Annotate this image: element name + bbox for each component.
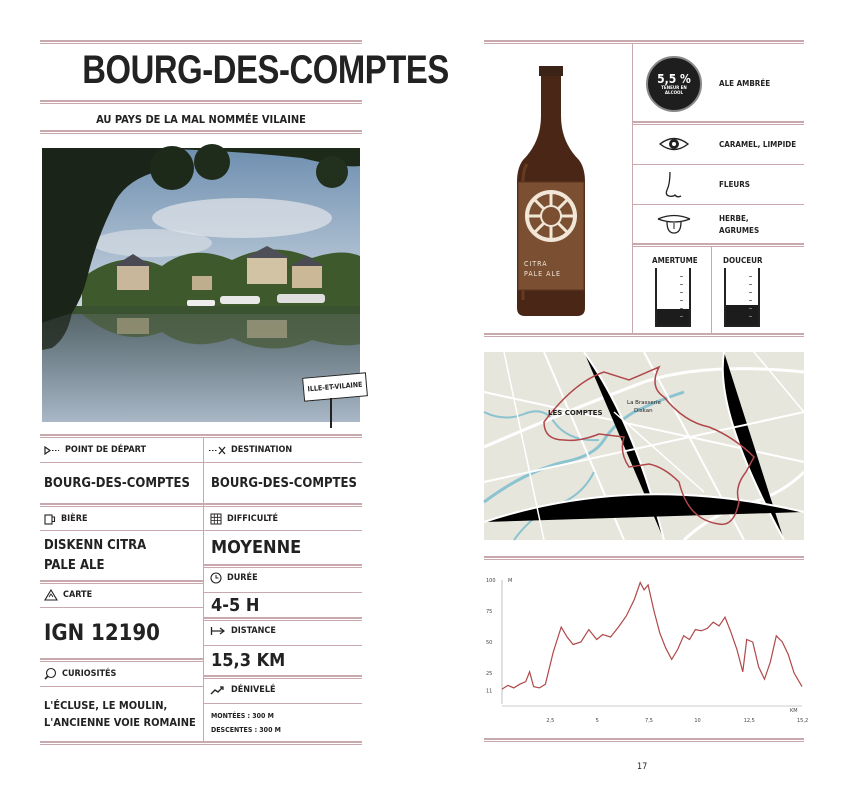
- start-point-value: BOURG-DES-COMPTES: [44, 476, 190, 491]
- map-triangle-icon: [44, 589, 58, 601]
- department-sign-text: ILLE-ET-VILAINE: [307, 380, 363, 394]
- map-label-text: CARTE: [63, 590, 93, 600]
- elevation-profile-chart: [484, 570, 809, 730]
- x-tick-label: 12,5: [743, 718, 755, 724]
- gauge-tick: [749, 308, 752, 309]
- duration-value: 4-5 H: [211, 595, 260, 616]
- gauge-tick: [680, 292, 683, 293]
- beer-glass-icon: [44, 513, 56, 525]
- gauge-tick: [680, 300, 683, 301]
- y-tick-label: 50: [486, 640, 493, 646]
- gauge-tick: [749, 284, 752, 285]
- elevation-trend-icon: [210, 685, 226, 695]
- x-tick-label: 15,2: [797, 718, 809, 724]
- beer-label-text: BIÈRE: [61, 514, 88, 524]
- gauge-tick: [680, 316, 683, 317]
- page-number: 17: [637, 762, 648, 772]
- sweetness-gauge: [724, 268, 760, 327]
- curiosities-line1: L'ÉCLUSE, LE MOULIN,: [44, 699, 168, 712]
- gauge-tick: [680, 308, 683, 309]
- map-value: IGN 12190: [44, 621, 160, 646]
- difficulty-label-text: DIFFICULTÉ: [227, 514, 279, 524]
- destination-label: [208, 445, 292, 455]
- gauge-tick: [680, 276, 683, 277]
- abv-caption-line2: ALCOOL: [664, 91, 684, 96]
- magnifier-icon: [44, 667, 57, 680]
- elevation-profile-line: [502, 583, 802, 690]
- bottle-label-line1: CITRA: [524, 260, 548, 268]
- abv-caption-line1: TENEUR EN: [661, 86, 687, 91]
- distance-label: [210, 626, 276, 636]
- map-place-brasserie-line1: La Brasserie: [627, 400, 661, 406]
- duration-label: [210, 572, 258, 584]
- taste-line1: HERBE,: [719, 214, 749, 223]
- nose-icon: [664, 170, 686, 204]
- x-axis-unit: KM: [790, 708, 798, 714]
- duration-label-text: DURÉE: [227, 573, 258, 583]
- bottle-label-line2: PALE ALE: [524, 270, 561, 278]
- distance-label-text: DISTANCE: [231, 626, 276, 636]
- y-axis-unit: M: [508, 578, 513, 584]
- bitterness-level-fill: [657, 309, 689, 325]
- beer-value-line1: DISKENN CITRA: [44, 538, 147, 553]
- bitterness-label: AMERTUME: [652, 256, 698, 265]
- destination-value: BOURG-DES-COMPTES: [211, 476, 357, 491]
- x-tick-label: 7,5: [645, 718, 653, 724]
- abv-badge: [646, 56, 702, 112]
- difficulty-label: [210, 513, 278, 525]
- x-tick-label: 2,5: [546, 718, 555, 724]
- distance-value: 15,3 KM: [211, 650, 286, 671]
- y-tick-label: 75: [486, 609, 493, 615]
- curiosities-line2: L'ANCIENNE VOIE ROMAINE: [44, 716, 196, 729]
- nose-description: FLEURS: [719, 180, 750, 189]
- y-tick-label: 11: [486, 688, 493, 695]
- map-place-les-comptes: LES COMPTES: [548, 409, 603, 417]
- x-tick-label: 10: [694, 718, 701, 724]
- distance-arrow-icon: [210, 626, 226, 636]
- route-map: [484, 352, 804, 540]
- curiosities-label-text: CURIOSITÉS: [62, 668, 117, 679]
- y-tick-label: 100: [486, 578, 496, 584]
- beer-style: ALE AMBRÉE: [719, 79, 771, 88]
- beer-bottle: [515, 64, 587, 322]
- beer-value-line2: PALE ALE: [44, 558, 105, 573]
- x-tick-label: 5: [595, 718, 599, 724]
- sweetness-level-fill: [726, 305, 758, 325]
- beer-label: [44, 513, 87, 525]
- start-point-label-text: POINT DE DÉPART: [65, 445, 146, 455]
- taste-line2: AGRUMES: [719, 226, 760, 235]
- elevation-label: [210, 685, 276, 695]
- page-title: BOURG-DES-COMPTES: [82, 48, 449, 92]
- curiosities-label: [44, 667, 116, 680]
- eye-icon: [658, 134, 690, 158]
- elevation-label-text: DÉNIVELÉ: [231, 685, 276, 695]
- elevation-descents: DESCENTES : 300 M: [211, 726, 281, 734]
- sign-post: [330, 398, 332, 428]
- map-place-brasserie-line2: Diskan: [634, 408, 653, 414]
- sweetness-label: DOUCEUR: [723, 256, 763, 265]
- gauge-tick: [749, 316, 752, 317]
- abv-value: 5,5 %: [657, 72, 691, 86]
- bitterness-gauge: [655, 268, 691, 327]
- y-tick-label: 25: [486, 671, 493, 677]
- page-subtitle: AU PAYS DE LA MAL NOMMÉE VILAINE: [96, 113, 306, 126]
- destination-label-text: DESTINATION: [231, 445, 293, 455]
- map-label: [44, 589, 92, 601]
- gauge-tick: [680, 284, 683, 285]
- tongue-icon: [656, 211, 692, 239]
- gauge-tick: [749, 300, 752, 301]
- look-description: CARAMEL, LIMPIDE: [719, 140, 797, 149]
- start-point-label: [44, 445, 146, 455]
- difficulty-value: MOYENNE: [211, 537, 302, 558]
- destination-cross-icon: [208, 446, 226, 455]
- gauge-tick: [749, 292, 752, 293]
- clock-icon: [210, 572, 222, 584]
- start-arrow-icon: [44, 446, 60, 455]
- gauge-tick: [749, 276, 752, 277]
- elevation-climbs: MONTÉES : 300 M: [211, 712, 274, 720]
- difficulty-grid-icon: [210, 513, 222, 525]
